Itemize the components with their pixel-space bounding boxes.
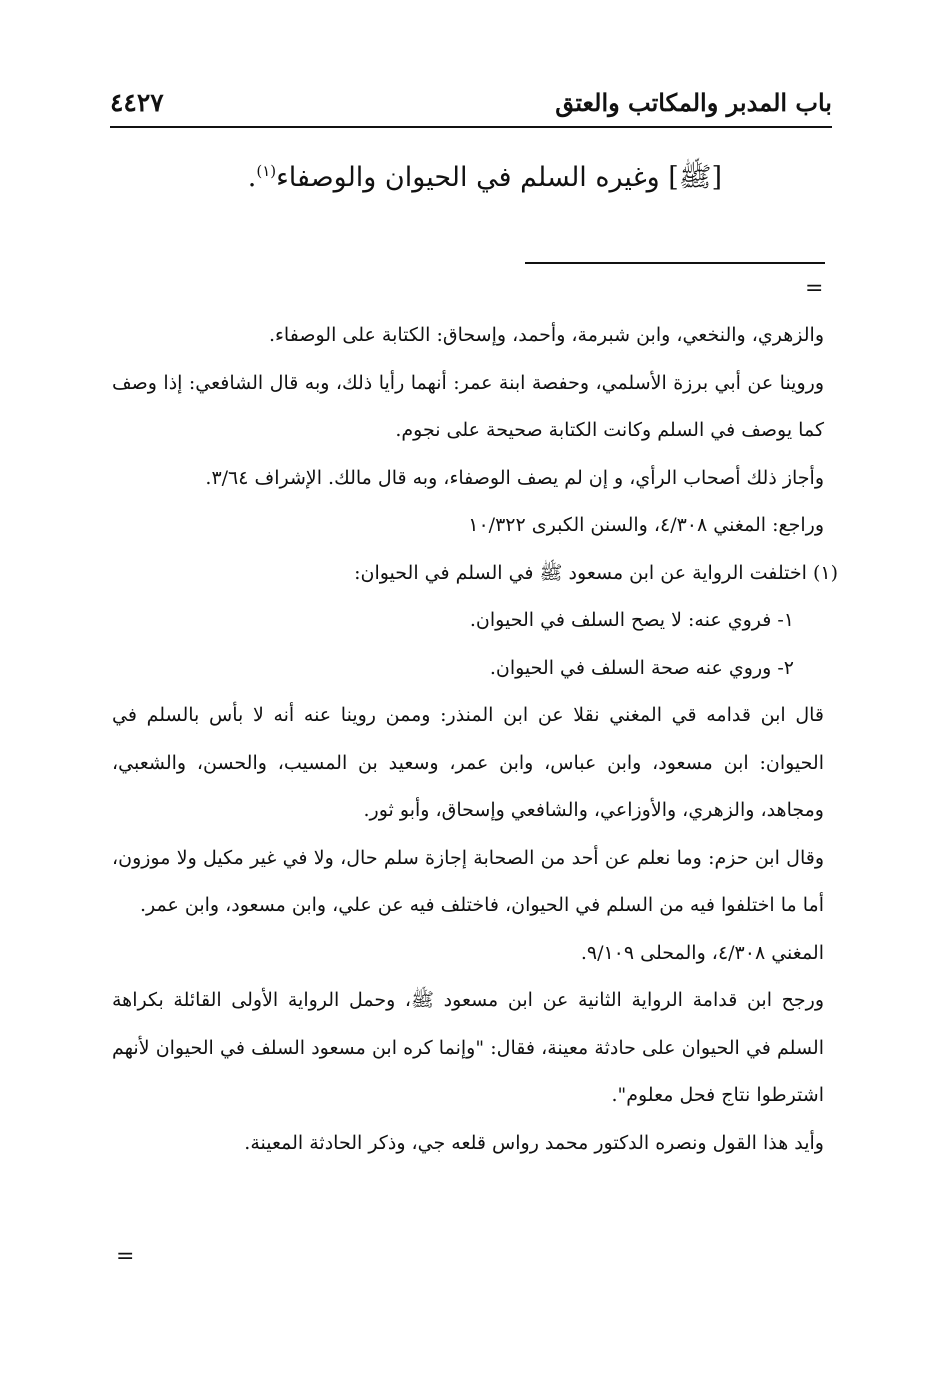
main-text-end: .: [247, 162, 257, 193]
footnote-list-item: ١- فروي عنه: لا يصح السلف في الحيوان.: [469, 609, 794, 631]
footnote-citation: المغني ٤/٣٠٨، والمحلى ٩/١٠٩.: [580, 941, 824, 964]
footnote-paragraph: ورجح ابن قدامة الرواية الثانية عن ابن مسعود ﷺ، وحمل الرواية الأولى القائلة بكراهة السلم في الحيوان على حادثة معينة، فقال: "وإنما كره ابن مسعود السلف في الحيوان لأنهم اشترطوا نتاج فحل معلوم".: [112, 989, 824, 1106]
continuation-mark-top: =: [805, 276, 824, 301]
footnote-paragraph: وراجع: المغني ٤/٣٠٨، والسنن الكبرى ١٠/٣٢٢: [468, 514, 824, 536]
main-text: [ﷺ] وغيره السلم في الحيوان والوصفاء: [276, 162, 722, 193]
footnote-paragraph: وروينا عن أبي برزة الأسلمي، وحفصة ابنة عمر: أنهما رأيا ذلك، وبه قال الشافعي: إذا وصف كما يوصف في السلم وكانت الكتابة صحيحة على نجوم.: [112, 371, 824, 441]
footnote-reference: (١): [256, 162, 277, 180]
page-number: ٤٤٢٧: [110, 88, 164, 117]
footnote-list-item: ٢- وروي عنه صحة السلف في الحيوان.: [489, 656, 794, 679]
running-header: [110, 82, 832, 126]
continuation-mark-bottom: =: [116, 1244, 135, 1269]
footnote-paragraph: وقال ابن حزم: وما نعلم عن أحد من الصحابة إجازة سلم حال، ولا في غير مكيل ولا موزون، أما ما اختلفوا فيه من السلم في الحيوان، فاختلف فيه عن علي، وابن مسعود، وابن عمر.: [112, 846, 824, 916]
header-rule: [110, 126, 832, 128]
footnote-paragraph: قال ابن قدامه قي المغني نقلا عن ابن المنذر: وممن روينا عنه أنه لا بأس بالسلم في الحيوان: ابن مسعود، وابن عباس، وابن عمر، وسعيد بن المسيب، والحسن، والشعبي، ومجاهد، والزهري، والأوزاعي، والشافعي وإسحاق، وأبو ثور.: [112, 704, 824, 821]
chapter-title: باب المدبر والمكاتب والعتق: [555, 88, 832, 117]
main-text-line: [248, 160, 722, 200]
footnote-paragraph: والزهري، والنخعي، وابن شبرمة، وأحمد، وإسحاق: الكتابة على الوصفاء.: [268, 324, 824, 346]
footnote-paragraph: وأجاز ذلك أصحاب الرأي، و إن لم يصف الوصفاء، وبه قال مالك. الإشراف ٣/٦٤.: [205, 466, 824, 489]
footnote-1-heading: (١) اختلفت الرواية عن ابن مسعود ﷺ في السلم في الحيوان:: [354, 561, 838, 584]
footnotes: [112, 312, 838, 1167]
footnote-paragraph: وأيد هذا القول ونصره الدكتور محمد رواس قلعه جي، وذكر الحادثة المعينة.: [244, 1131, 824, 1154]
footnote-separator: [525, 262, 825, 264]
